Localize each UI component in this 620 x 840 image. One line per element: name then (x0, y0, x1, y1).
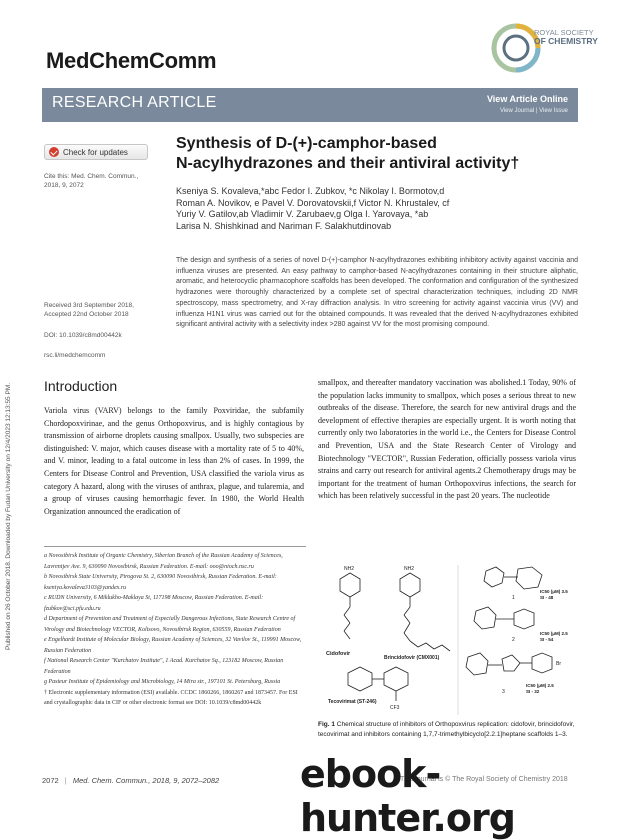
compound-1-structure (484, 567, 542, 589)
page-number: 2072 (42, 776, 59, 785)
section-heading-introduction: Introduction (44, 378, 118, 394)
footnote: g Pasteur Institute of Epidemiology and Microbiology, 14 Mira str., 197101 St. Petersburg, Russia (44, 679, 281, 685)
cidofovir-nh2: NH2 (344, 566, 355, 572)
footnote: † Electronic supplementary information (ESI) available. CCDC 1860266, 1860267 and 1873457. For ESI and crystallographic data in CIF or other electronic format see DOI: 10.1039/c8md00442k (44, 689, 298, 706)
received-dates (44, 301, 154, 319)
brincidofovir-label: Brincidofovir (CMX001) (384, 655, 440, 661)
compound-1-number: 1 (512, 595, 515, 601)
footnote: c RUDN University, 6 Miklukho-Maklaya St, 117198 Moscow, Russian Federation. E-mail: fzubkov@sci.pfu.edu.ru (44, 595, 264, 612)
author-line: Yuriy V. Gatilov,ab Vladimir V. Zarubaev,g Olga I. Yarovaya, *ab (176, 209, 429, 220)
compound-2-number: 2 (512, 637, 515, 643)
figure-1-structures (318, 563, 576, 719)
rsc-logo (488, 18, 558, 76)
title-line: Synthesis of D-(+)-camphor-based (176, 135, 437, 152)
footnote: f National Research Center "Kurchatov Institute", 1 Acad. Kurchatov Sq., 123182 Moscow, Russian Federation (44, 658, 284, 675)
footnote: e Engelhardt Institute of Molecular Biology, Russian Academy of Sciences, 32 Vavilov St., 119991 Moscow, Russian Federation (44, 637, 302, 654)
compound-1-ic50: IC50 (μM) 3.5 (540, 589, 568, 594)
view-article-online-link[interactable]: View Article Online (486, 94, 568, 104)
doi[interactable]: DOI: 10.1039/c8md00442k (44, 332, 122, 339)
rsc-logo-text (534, 28, 598, 46)
compound-2-structure (474, 607, 534, 629)
section-title: RESEARCH ARTICLE (52, 94, 217, 111)
compound-1-si: SI - 48 (540, 595, 554, 600)
compound-3-ic50: IC50 (μM) 2.5 (526, 683, 554, 688)
caption-text: Chemical structure of inhibitors of Orthopoxvirus replication: cidofovir, brincidofovir, tecovirimat and inhibitors containing 1,7,7-trimethylbicyclo[2.2.1]heptane scaffolds 1–3. (318, 721, 575, 738)
footer-copyright: This journal is © The Royal Society of Chemistry 2018 (400, 776, 568, 783)
intro-text-right: smallpox, and thereafter mandatory vaccination was abolished.1 Today, 90% of the population lacks immunity to smallpox, which poses a serious threat to new outbreaks of the disease. Therefore, the search for new antiviral drugs and the development of effective therapies are especially urgent. It is worth noting that currently only two laboratories in the world i.e., the Centers for Disease Control and Prevention, USA and the State Research Center of Virology and Biotechnology "VECTOR", Russian Federation, officially possess variola virus strains and carry out research for antiviral agents.2 Chemotherapy drugs may be important for the treatment of human Orthopoxvirus infections, the search for which has been relatively successful in the past 20 years. The nucleotide (318, 378, 576, 501)
journal-name: MedChemComm (46, 48, 217, 73)
footnote: a Novosibirsk Institute of Organic Chemistry, Siberian Branch of the Russian Academy of Sciences, Lavrentjev Ave. 9, 630090 Novosibirsk, Russian Federation. E-mail: ooo@nioch.nsc.ru (44, 553, 283, 570)
section-banner (42, 88, 578, 122)
cidofovir-structure (340, 573, 360, 639)
title-line: N-acylhydrazones and their antiviral activity† (176, 155, 520, 172)
brincidofovir-nh2: NH2 (404, 566, 415, 572)
caption-label: Fig. 1 (318, 721, 335, 728)
article-title (176, 134, 576, 174)
compound-3-si: SI - 32 (526, 689, 540, 694)
author-line: Larisa N. Shishkinad and Nariman F. Salakhutdinovab (176, 220, 392, 231)
compound-2-si: SI - 54 (540, 637, 554, 642)
download-side-note (3, 210, 15, 650)
check-updates-icon (49, 147, 59, 157)
compound-2-ic50: IC50 (μM) 2.5 (540, 631, 568, 636)
author-line: Kseniya S. Kovaleva,*abc Fedor I. Zubkov, *c Nikolay I. Bormotov,d (176, 186, 445, 196)
author-list (176, 186, 556, 232)
rsc-logo-line1: ROYAL SOCIETY (534, 28, 594, 37)
cidofovir-label: Cidofovir (326, 651, 351, 657)
brincidofovir-structure (400, 573, 450, 651)
figure-1-caption (318, 720, 576, 739)
page-footer: 2072 | Med. Chem. Commun., 2018, 9, 2072–2082 (42, 776, 220, 785)
received-line: Received 3rd September 2018, (44, 302, 134, 309)
affiliation-footnotes (44, 546, 306, 709)
accepted-line: Accepted 22nd October 2018 (44, 311, 129, 318)
citation (44, 172, 144, 190)
tecovirimat-cf3: CF3 (390, 705, 400, 711)
rsc-logo-line2: OF CHEMISTRY (534, 36, 598, 46)
footnote: b Novosibirsk State University, Pirogova St. 2, 630090 Novosibirsk, Russian Federation. E-mail: kseniya.kovaleva3103@yandex.ru (44, 574, 277, 591)
cite-line: 2018, 9, 2072 (44, 182, 84, 189)
footer-journal: Med. Chem. Commun., 2018, 9, 2072–2082 (72, 776, 220, 785)
compound-3-number: 3 (502, 689, 505, 695)
cite-line: Cite this: Med. Chem. Commun., (44, 173, 139, 180)
side-note-text: Published on 26 October 2018. Downloaded by Fudan University on 12/4/2023 12:13:55 PM. (5, 382, 12, 650)
tecovirimat-structure (348, 667, 408, 701)
intro-text-left: Variola virus (VARV) belongs to the family Poxviridae, the subfamily Chordopoxvirinae, and the genus Orthopoxvirus, and is highly contagious by transmission of airborne droplets causing smallpox. Usually, two subspecies are distinguished: V. major, which causes disease with a mortality rate of 5 to 40%, and V. minor, leading to a fatal outcome in less than 2% of cases. In 1999, the Centers for Disease Control and Prevention, USA classified the variola virus as category A hazard, along with the viruses of anthrax, plague, and tularemia, and a group of viruses causing hemorrhagic fever. In 1980, the World Health Organization announced the eradication of (44, 406, 304, 516)
watermark: ebook-hunter.org (300, 752, 515, 840)
compound-3-br: Br (556, 661, 561, 667)
compound-3-structure (466, 653, 552, 675)
check-for-updates-button[interactable] (44, 144, 148, 160)
abstract: The design and synthesis of a series of novel D-(+)-camphor N-acylhydrazones exhibiting inhibitory activity against vaccinia and influenza viruses are presented. An easy pathway to camphor-based N-acylhydrazones containing in their structure aliphatic, aromatic, and heterocyclic pharmacophore scaffolds has been developed. The conformation and configuration of the synthesized hydrazones were thoroughly characterized by a complete set of spectral characterization techniques, including 2D NMR spectroscopy, mass spectrometry, and X-ray diffraction analysis. In vitro screening for activity against vaccinia virus (VV) and influenza H1N1 virus was carried out for the obtained compounds. It was revealed that the derived N-acylhydrazones exhibited significant antiviral activity with a selectivity index >280 against VV for the most promising compound. (176, 257, 578, 329)
check-updates-label: Check for updates (63, 147, 128, 157)
footnote: d Department of Prevention and Treatment of Especially Dangerous Infections, State Research Centre of Virology and Biotechnology VECTOR, Koltsovo, Novosibirsk Region, 630559, Russian Federation (44, 616, 296, 633)
view-journal-issue-links[interactable]: View Journal | View Issue (499, 108, 568, 114)
tecovirimat-label: Tecovirimat (ST-246) (328, 699, 377, 705)
journal-link[interactable]: rsc.li/medchemcomm (44, 352, 106, 359)
author-line: Roman A. Novikov, e Pavel V. Dorovatovskii,f Victor N. Khrustalev, cf (176, 197, 450, 208)
